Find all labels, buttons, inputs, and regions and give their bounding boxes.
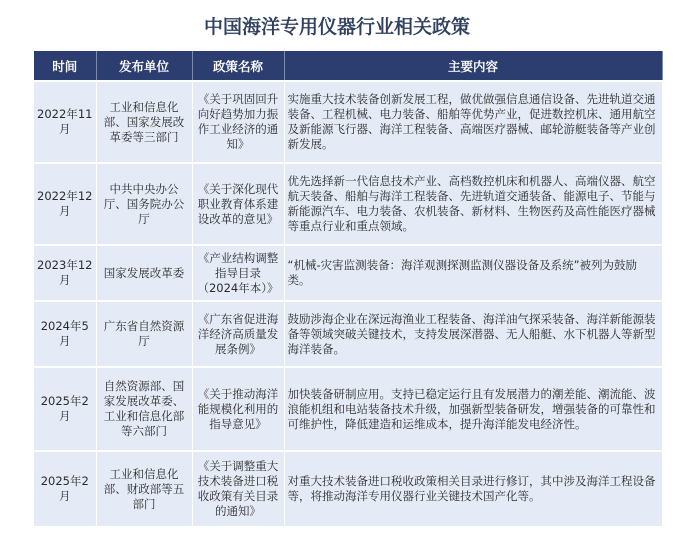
cell-time: 2023年12月 [34, 245, 96, 301]
cell-time: 2024年5月 [34, 301, 96, 367]
policy-table [34, 51, 663, 526]
cell-content: 加快装备研制应用。支持已稳定运行且有发展潜力的潮差能、潮流能、波浪能机组和电站装备技术升级，加强新型装备研发，增强装备的可靠性和可维护性，降低建造和运维成本，提升海洋能发电经济性。 [284, 367, 662, 451]
cell-content: 对重大技术装备进口税收政策相关目录进行修订，其中涉及海洋工程设备等，将推动海洋专用仪器行业关键技术国产化等。 [284, 451, 662, 526]
cell-unit: 自然资源部、国家发展改革委、工业和信息化部等六部门 [96, 367, 192, 451]
table-row [34, 81, 662, 163]
cell-content: 鼓励涉海企业在深远海渔业工程装备、海洋油气探采装备、海洋新能源装备等领域突破关键技术，支持发展深潜器、无人船艇、水下机器人等新型海洋装备。 [284, 301, 662, 367]
header-policy-name: 政策名称 [192, 51, 284, 81]
header-content: 主要内容 [284, 51, 662, 81]
cell-time: 2025年2月 [34, 451, 96, 526]
cell-time: 2025年2月 [34, 367, 96, 451]
cell-unit: 广东省自然资源厅 [96, 301, 192, 367]
table-row [34, 163, 662, 245]
cell-time: 2022年12月 [34, 163, 96, 245]
header-unit: 发布单位 [96, 51, 192, 81]
cell-content: “机械-灾害监测装备：海洋观测探测监测仪器设备及系统”被列为鼓励类。 [284, 245, 662, 301]
cell-policy-name: 《关于调整重大技术装备进口税收政策有关目录的通知》 [192, 451, 284, 526]
table-row [34, 451, 662, 526]
cell-unit: 国家发展改革委 [96, 245, 192, 301]
cell-unit: 工业和信息化部、财政部等五部门 [96, 451, 192, 526]
table-header-row [34, 51, 662, 81]
cell-policy-name: 《关于巩固回升向好趋势加力振作工业经济的通知》 [192, 81, 284, 163]
cell-policy-name: 《广东省促进海洋经济高质量发展条例》 [192, 301, 284, 367]
table-row [34, 301, 662, 367]
cell-unit: 中共中央办公厅、国务院办公厅 [96, 163, 192, 245]
cell-content: 实施重大技术装备创新发展工程，做优做强信息通信设备、先进轨道交通装备、工程机械、电力装备、船舶等优势产业，促进数控机床、通用航空及新能源飞行器、海洋工程装备、高端医疗器械、邮轮游艇装备等产业创新发展。 [284, 81, 662, 163]
cell-time: 2022年11月 [34, 81, 96, 163]
cell-content: 优先选择新一代信息技术产业、高档数控机床和机器人、高端仪器、航空航天装备、船舶与海洋工程装备、先进轨道交通装备、能源电子、节能与新能源汽车、电力装备、农机装备、新材料、生物医药及高性能医疗器械等重点行业和重点领域。 [284, 163, 662, 245]
header-time: 时间 [34, 51, 96, 81]
cell-policy-name: 《关于深化现代职业教育体系建设改革的意见》 [192, 163, 284, 245]
cell-policy-name: 《产业结构调整指导目录（2024年本）》 [192, 245, 284, 301]
table-row [34, 367, 662, 451]
page-title: 中国海洋专用仪器行业相关政策 [203, 15, 470, 38]
cell-unit: 工业和信息化部、国家发展改革委等三部门 [96, 81, 192, 163]
cell-policy-name: 《关于推动海洋能规模化利用的指导意见》 [192, 367, 284, 451]
table-row [34, 245, 662, 301]
